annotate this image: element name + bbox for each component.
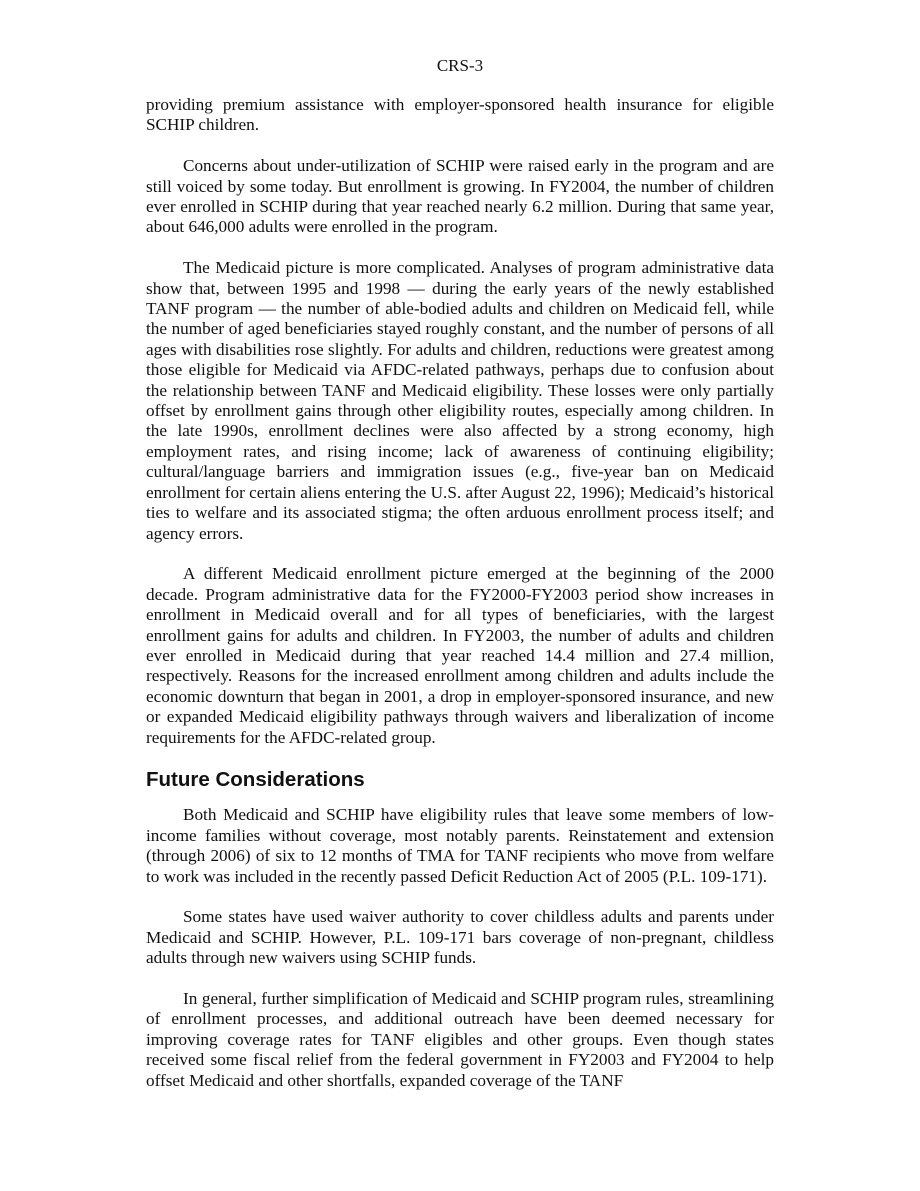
paragraph-waiver-authority: Some states have used waiver authority to cover childless adults and parents under Medicaid and SCHIP. However, P.L. 109-171 bars coverage of non-pregnant, childless adults through new waivers using SCHIP funds. [146,907,774,968]
page-number-header: CRS-3 [436,56,484,75]
paragraph-simplification: In general, further simplification of Medicaid and SCHIP program rules, streamlining of enrollment processes, and additional outreach have been deemed necessary for improving coverage rates for TANF eligibles and other groups. Even though states received some fiscal relief from the federal government in FY2003 and FY2004 to help offset Medicaid and other shortfalls, expanded coverage of the TANF [146,988,774,1090]
document-body [146,95,774,1111]
paragraph-2000-decade: A different Medicaid enrollment picture emerged at the beginning of the 2000 decade. Program administrative data for the FY2000-FY2003 period show increases in enrollment in Medicaid overall and for all types of beneficiaries, with the largest enrollment gains for adults and children. In FY2003, the number of adults and children ever enrolled in Medicaid during that year reached 14.4 million and 27.4 million, respectively. Reasons for the increased enrollment among children and adults include the economic downturn that began in 2001, a drop in employer-sponsored insurance, and new or expanded Medicaid eligibility pathways through waivers and liberalization of income requirements for the AFDC-related group. [146,564,774,747]
paragraph-medicaid-picture: The Medicaid picture is more complicated. Analyses of program administrative data show that, between 1995 and 1998 — during the early years of the newly established TANF program — the number of able-bodied adults and children on Medicaid fell, while the number of aged beneficiaries stayed roughly constant, and the number of persons of all ages with disabilities rose slightly. For adults and children, reductions were greatest among those eligible for Medicaid via AFDC-related pathways, perhaps due to confusion about the relationship between TANF and Medicaid eligibility. These losses were only partially offset by enrollment gains through other eligibility routes, especially among children. In the late 1990s, enrollment declines were also affected by a strong economy, high employment rates, and rising income; lack of awareness of continuing eligibility; cultural/language barriers and immigration issues (e.g., five-year ban on Medicaid enrollment for certain aliens entering the U.S. after August 22, 1996); Medicaid’s historical ties to welfare and its associated stigma; the often arduous enrollment process itself; and agency errors. [146,258,774,543]
section-heading-future-considerations: Future Considerations [146,768,365,792]
paragraph-continuation: providing premium assistance with employer-sponsored health insurance for eligible SCHIP children. [146,95,774,135]
paragraph-eligibility-rules: Both Medicaid and SCHIP have eligibility rules that leave some members of low-income families without coverage, most notably parents. Reinstatement and extension (through 2006) of six to 12 months of TMA for TANF recipients who move from welfare to work was included in the recently passed Deficit Reduction Act of 2005 (P.L. 109-171). [146,805,774,886]
paragraph-schip-enrollment: Concerns about under-utilization of SCHIP were raised early in the program and are still voiced by some today. But enrollment is growing. In FY2004, the number of children ever enrolled in SCHIP during that year reached nearly 6.2 million. During that same year, about 646,000 adults were enrolled in the program. [146,156,774,237]
